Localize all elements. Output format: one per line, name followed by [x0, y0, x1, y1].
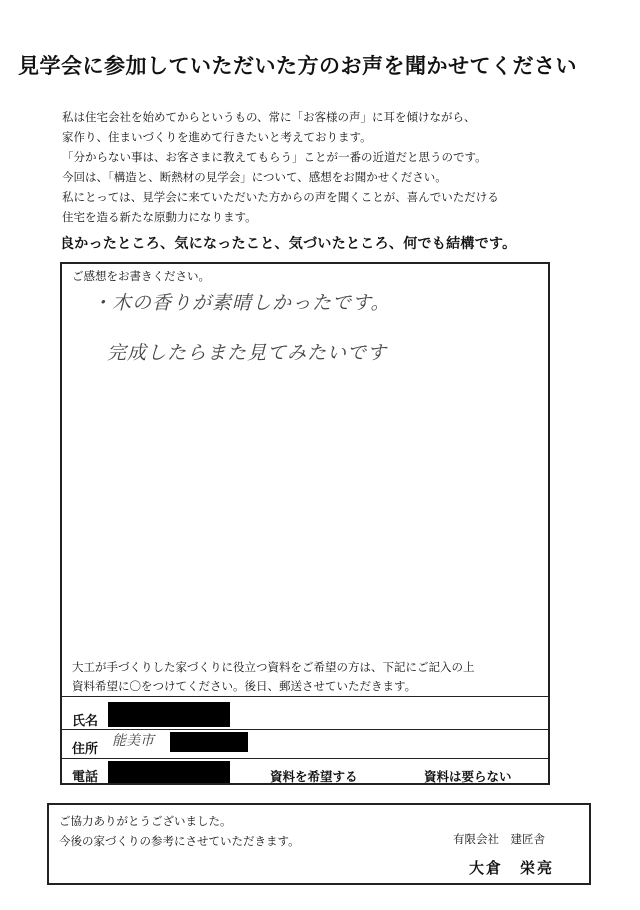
address-label: 住所	[72, 742, 99, 757]
handwritten-address: 能美市	[112, 733, 154, 749]
redacted-address	[170, 732, 248, 752]
name-label: 氏名	[72, 714, 99, 729]
redacted-phone	[108, 761, 230, 783]
redacted-name	[108, 702, 230, 727]
signer-name: 大倉 栄亮	[469, 859, 555, 877]
intro-line: 家作り、住まいづくりを進めて行きたいと考えております。	[62, 130, 372, 144]
phone-label: 電話	[72, 770, 99, 785]
thanks-line: 今後の家づくりの参考にさせていただきます。	[59, 834, 300, 848]
prompt-text: 良かったところ、気になったこと、気づいたところ、何でも結構です。	[60, 236, 517, 252]
request-instructions	[72, 658, 475, 696]
thanks-line: ご協力ありがとうございました。	[59, 814, 232, 828]
company-name: 有限会社 建匠舎	[453, 832, 545, 846]
footer-box	[47, 803, 591, 885]
thanks-text	[59, 811, 300, 851]
request-line: 大工が手づくりした家づくりに役立つ資料をご希望の方は、下記にご記入の上	[72, 660, 475, 674]
intro-line: 住宅を造る新たな原動力になります。	[62, 210, 257, 224]
intro-line: 「分からない事は、お客さまに教えてもらう」ことが一番の近道だと思うのです。	[62, 150, 487, 164]
intro-line: 今回は、「構造と、断熱材の見学会」について、感想をお聞かせください。	[62, 170, 447, 184]
option-want-materials[interactable]: 資料を希望する	[270, 769, 358, 784]
feedback-form	[60, 262, 550, 785]
intro-text	[62, 107, 499, 227]
intro-line: 私にとっては、見学会に来ていただいた方からの声を聞くことが、喜んでいただける	[62, 190, 499, 204]
comment-label: ご感想をお書きください。	[72, 269, 210, 283]
intro-line: 私は住宅会社を始めてからというもの、常に「お客様の声」に耳を傾けながら、	[62, 110, 476, 124]
option-no-materials[interactable]: 資料は要らない	[424, 769, 512, 784]
divider	[62, 696, 548, 697]
handwritten-comment: ・木の香りが素晴しかったです。	[92, 292, 391, 314]
divider	[62, 758, 548, 759]
request-line: 資料希望に〇をつけてください。後日、郵送させていただきます。	[72, 679, 417, 693]
handwritten-comment: 完成したらまた見てみたいです	[107, 342, 388, 364]
page-title: 見学会に参加していただいた方のお声を聞かせてください	[18, 54, 577, 78]
